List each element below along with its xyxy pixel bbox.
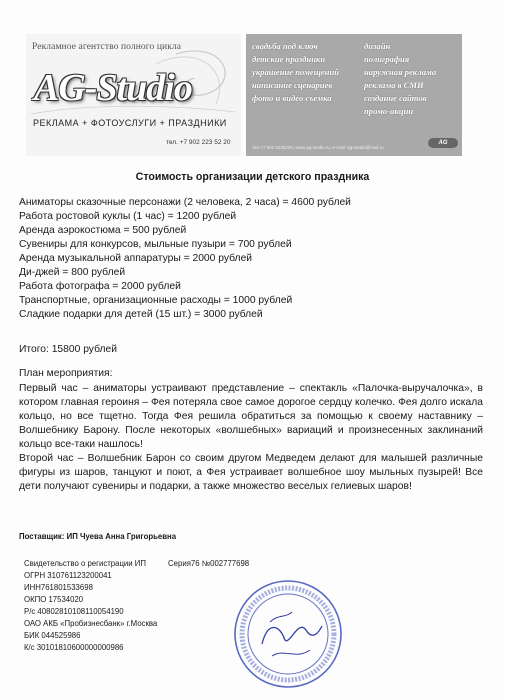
reg-line: ОГРН 310761123200041 — [24, 571, 112, 580]
logo-block — [26, 34, 241, 156]
certificate-line — [24, 558, 249, 570]
brand-badge: AG — [428, 138, 458, 148]
brand-logo: AG-Studio — [34, 67, 192, 109]
price-list — [19, 196, 351, 322]
service-left-item: свадьба под ключ — [252, 41, 318, 51]
service-right-item: создание сайтов — [364, 93, 427, 103]
reg-line: К/с 30101810600000000986 — [24, 643, 124, 652]
plan-paragraph-second-hour: Второй час – Волшебник Барон со своим другом Медведем делают для малышей различные фигуры из шаров, танцуют и поют, а Фея устраивает волшебное шоу мыльных пузырей! Все дети получают сувениры и подарки, а также множество веселых гелиевых шаров! — [19, 453, 483, 492]
service-left-item: фото и видео съемка — [252, 93, 332, 103]
service-left-item: украшение помещений — [252, 67, 340, 77]
price-item: Работа ростовой куклы (1 час) = 1200 рублей — [19, 211, 237, 222]
total-amount: Итого: 15800 рублей — [19, 344, 117, 355]
services-list-block — [246, 34, 462, 156]
letterhead-banner — [26, 34, 461, 156]
price-item: Транспортные, организационные расходы = 1000 рублей — [19, 295, 293, 306]
contact-footer: тел.+7 902 2235220, www.ag-studio.ru, e-mail: ag-studio@mail.ru — [252, 145, 384, 150]
reg-line: БИК 044525986 — [24, 631, 81, 640]
reg-line: Р/с 40802810108110054190 — [24, 607, 124, 616]
price-item: Работа фотографа = 2000 рублей — [19, 281, 181, 292]
certificate-series: Серия76 №002777698 — [168, 559, 250, 568]
service-left-item: детские праздники — [252, 54, 326, 64]
agency-tagline: Рекламное агентство полного цикла — [32, 42, 182, 52]
reg-line: ОКПО 17534020 — [24, 595, 84, 604]
registration-details — [24, 558, 249, 654]
phone-number: тел. +7 902 223 52 20 — [166, 139, 231, 146]
document-title: Стоимость организации детского праздника — [135, 171, 370, 183]
price-item: Сувениры для конкурсов, мыльные пузыри = 700 рублей — [19, 239, 292, 250]
price-item: Аренда аэрокостюма = 500 рублей — [19, 225, 187, 236]
reg-line: ОАО АКБ «Пробизнесбанк» г.Москва — [24, 619, 158, 628]
service-right-item: дизайн — [364, 41, 391, 51]
company-stamp-icon — [232, 578, 344, 690]
reg-line: ИНН761801533698 — [24, 583, 93, 592]
price-item: Аниматоры сказочные персонажи (2 человека, 2 часа) = 4600 рублей — [19, 197, 351, 208]
plan-paragraph-first-hour: Первый час – аниматоры устраивают представление – спектакль «Палочка-выручалочка», в котором главная героиня – Фея потеряла свое самое дорогое сердцу колечко. Фея долго искала кольцо, но все тщетно. Тогда Фея решила обратиться за помощью к своему наставнику – Волшебнику Барону. После некоторых «волшебных» вариаций и произнесенных заклинаний кольцо все-таки нашлось! — [19, 383, 483, 450]
services-line: РЕКЛАМА + ФОТОУСЛУГИ + ПРАЗДНИКИ — [33, 118, 227, 128]
service-right-item: полиграфия — [364, 54, 410, 64]
event-plan — [19, 382, 483, 494]
price-item: Сладкие подарки для детей (15 шт.) = 3000 рублей — [19, 309, 263, 320]
certificate-label: Свидетельство о регистрации ИП — [24, 559, 147, 568]
plan-heading: План мероприятия: — [19, 368, 113, 379]
service-right-item: наружная реклама — [364, 67, 437, 77]
supplier-name: Поставщик: ИП Чуева Анна Григорьевна — [19, 532, 177, 541]
price-item: Ди-джей = 800 рублей — [19, 267, 126, 278]
service-left-item: написание сценариев — [252, 80, 333, 90]
service-right-item: реклама в СМИ — [364, 80, 424, 90]
price-item: Аренда музыкальной аппаратуры = 2000 рублей — [19, 253, 253, 264]
service-right-item: промо-акции — [364, 106, 414, 116]
